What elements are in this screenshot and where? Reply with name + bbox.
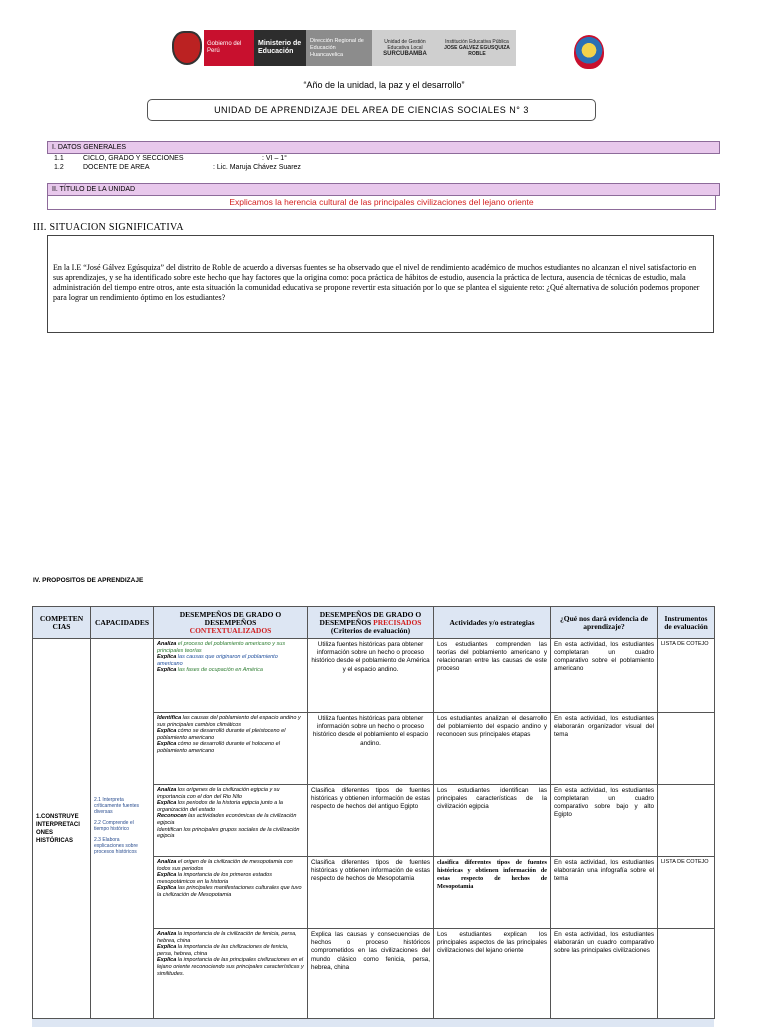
school-crest-icon — [574, 35, 604, 69]
direccion-logo: Dirección Regional de Educación Huancavelica — [306, 30, 372, 66]
section-situacion-heading: III. SITUACION SIGNIFICATIVA — [33, 222, 184, 233]
header-competencias: COMPETEN CIAS — [33, 607, 91, 639]
criterio-cell: Utiliza fuentes históricas para obtener información sobre un hecho o proceso histórico desde el poblamiento el espacio andino. — [308, 713, 434, 785]
year-motto: “Año de la unidad, la paz y el desarrollo” — [303, 80, 465, 90]
section-titulo-heading: II. TÍTULO DE LA UNIDAD — [47, 183, 720, 196]
desempeno-cell: Analiza la importancia de la civilización de fenicia, persa, hebrea, china Explica la importancia de las civilizaciones de fenicia, persa, hebrea, china Explica la importancia de las principales civilizaciones en el lejano oriente reconociendo sus principales características y similitudes. — [154, 929, 308, 1019]
section-propositos-heading: IV. PROPOSITOS DE APRENDIZAJE — [33, 577, 144, 584]
desempeno-cell: Analiza el origen de la civilización de mesopotamia con todos sus periodos Explica la importancia de los primeros estados mesopotámicos en la historia Explica las principales manifestaciones culturales que tuvo la civilización de Mesopotamia — [154, 857, 308, 929]
competencia-cell: 1.CONSTRUYE INTERPRETACI ONES HISTÓRICAS — [33, 639, 91, 1019]
ministry-logo: Ministerio de Educación — [254, 30, 306, 66]
instrumento-cell — [658, 929, 715, 1019]
evidencia-cell: En esta actividad, los estudiantes elaborarán organizador visual del tema — [551, 713, 658, 785]
header-capacidades: CAPACIDADES — [91, 607, 154, 639]
criterio-cell: Utiliza fuentes históricas para obtener información sobre un hecho o proceso histórico desde el poblamiento de América y el espacio andino. — [308, 639, 434, 713]
evidencia-cell: En esta actividad, los estudiantes elaborarán un cuadro comparativo sobre las principales civilizaciones — [551, 929, 658, 1019]
instrumento-cell: LISTA DE COTEJO — [658, 857, 715, 929]
actividad-cell: clasifica diferentes tipos de fuentes históricas y obtienen información de estas respecto de hechos de Mesopotamia — [434, 857, 551, 929]
table-footer-bar — [32, 1018, 714, 1027]
criterio-cell: Explica las causas y consecuencias de hechos o proceso históricos comprometidos en las civilizaciones del mundo clásico como fenicia, persa, hebrea, china — [308, 929, 434, 1019]
actividad-cell: Los estudiantes analizan el desarrollo del poblamiento del espacio andino y reconocen sus principales etapas — [434, 713, 551, 785]
evidencia-cell: En esta actividad, los estudiantes completaran un cuadro comparativo sobre bajo y alto Egipto — [551, 785, 658, 857]
capacidad-item: 2.2 Comprende el tiempo histórico — [94, 820, 134, 832]
table-header-row — [33, 607, 715, 639]
header-desempenos-contextualizados: DESEMPEÑOS DE GRADO O DESEMPEÑOS CONTEXTUALIZADOS — [154, 607, 308, 639]
header-logo-bar — [170, 30, 516, 66]
header-desempenos-precisados: DESEMPEÑOS DE GRADO O DESEMPEÑOS PRECISADOS (Criterios de evaluación) — [308, 607, 434, 639]
instrumento-cell: LISTA DE COTEJO — [658, 639, 715, 713]
peru-seal-icon — [170, 30, 204, 66]
instrumento-cell — [658, 713, 715, 785]
header-instrumentos: Instrumentos de evaluación — [658, 607, 715, 639]
desempeno-cell: Analiza los orígenes de la civilización egipcia y su importancia con el don del Rio Nilo Explica los periodos de la historia egipcia junto a la organización del estado Reconocen las actividades económicas de la civilización egipcia Identifican los principales grupos sociales de la civilización egipcia — [154, 785, 308, 857]
gobierno-logo: Gobierno del Perú — [204, 30, 254, 66]
unit-title-value: Explicamos la herencia cultural de las principales civilizaciones del lejano oriente — [47, 196, 716, 210]
situacion-significativa-box — [47, 235, 714, 333]
criterio-cell: Clasifica diferentes tipos de fuentes históricas y obtienen información de estas respecto de hechos del antiguo Egipto — [308, 785, 434, 857]
capacidades-cell — [91, 639, 154, 1019]
criterio-cell: Clasifica diferentes tipos de fuentes históricas y obtienen información de estas respecto de hechos de Mesopotamia — [308, 857, 434, 929]
capacidad-item: 2.3 Elabora explicaciones sobre procesos históricos — [94, 837, 138, 855]
header-actividades: Actividades y/o estrategias — [434, 607, 551, 639]
actividad-cell: Los estudiantes comprenden las teorías del poblamiento americano y relacionaran entre las causas de este proceso — [434, 639, 551, 713]
propositos-table — [32, 606, 715, 1019]
ie-logo: Institución Educativa Pública JOSE GALVEZ EGUSQUIZA ROBLE — [438, 30, 516, 66]
capacidad-item: 2.1 Interpreta críticamente fuentes diversas — [94, 797, 140, 815]
evidencia-cell: En esta actividad, los estudiantes elaborarán una infografía sobre el tema — [551, 857, 658, 929]
section-datos-generales-heading: I. DATOS GENERALES — [47, 141, 720, 154]
situacion-text: En la I.E “José Gálvez Egúsquiza” del distrito de Roble de acuerdo a diversas fuentes se ha observado que el nivel de rendimiento académico de muchos estudiantes no alcanzan el nivel satisfactorio en sus aprendizajes, y se ha identificado sobre este hecho que hay factores que la origina como: poca práctica de hábitos de estudio, ausencia la práctica de lectura, ausencia de técnicas de estudio, mala administración del tiempo entre otros, ante esta situación la comunidad educativa se propone revertir esta situación por lo que se plantea el siguiente reto: ¿Qué alternativa de solución podemos proponer para lograr un rendimiento óptimo en los estudiantes? — [53, 263, 700, 302]
actividad-cell: Los estudiantes identifican las principales características de la civilización egipcia — [434, 785, 551, 857]
table-row — [33, 639, 715, 713]
actividad-cell: Los estudiantes explican los principales aspectos de las principales civilizaciones del lejano oriente — [434, 929, 551, 1019]
instrumento-cell — [658, 785, 715, 857]
header-evidencia: ¿Qué nos dará evidencia de aprendizaje? — [551, 607, 658, 639]
desempeno-cell: Analiza el proceso del poblamiento americano y sus principales teorías Explica las causas que originaron el poblamiento americano Explica las fases de ocupación en América — [154, 639, 308, 713]
unit-title-box: UNIDAD DE APRENDIZAJE DEL AREA DE CIENCIAS SOCIALES N° 3 — [147, 99, 596, 121]
evidencia-cell: En esta actividad, los estudiantes completaran un cuadro comparativo sobre el poblamiento americano — [551, 639, 658, 713]
ugel-logo: Unidad de Gestión Educativa Local SURCUBAMBA — [372, 30, 438, 66]
desempeno-cell: Identifica las causas del poblamiento del espacio andino y sus principales cambios climáticos Explica cómo se desarrolló durante el pleistoceno el poblamiento americano Explica cómo se desarrolló durante el holoceno el poblamiento americano — [154, 713, 308, 785]
